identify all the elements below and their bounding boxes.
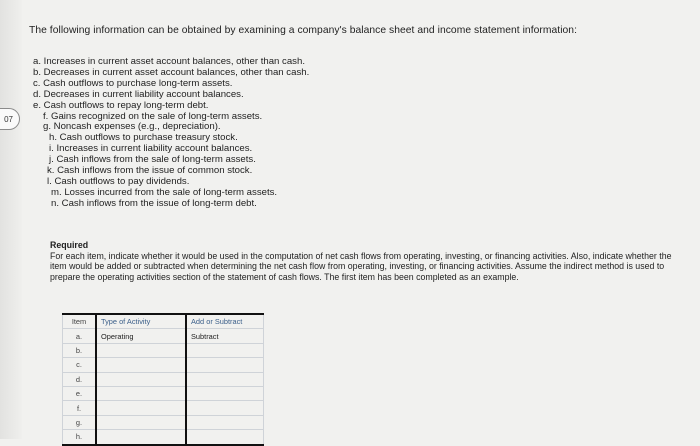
add-or-subtract-cell[interactable] bbox=[186, 401, 264, 415]
table-row bbox=[63, 343, 264, 357]
table-row bbox=[63, 358, 264, 372]
add-or-subtract-cell[interactable] bbox=[186, 415, 264, 429]
type-of-activity-cell[interactable] bbox=[96, 343, 186, 357]
information-list bbox=[33, 57, 393, 210]
add-or-subtract-cell[interactable] bbox=[186, 430, 264, 445]
item-cell: c. bbox=[63, 358, 97, 372]
intro-text: The following information can be obtained by examining a company's balance sheet and income statement information: bbox=[29, 25, 577, 36]
answer-table-container bbox=[62, 313, 264, 446]
column-header-type-of-activity: Type of Activity bbox=[96, 314, 186, 329]
list-item: e. Cash outflows to repay long-term debt. bbox=[33, 99, 209, 111]
table-row bbox=[63, 415, 264, 429]
list-item: f. Gains recognized on the sale of long-term assets. bbox=[43, 110, 263, 122]
table-row bbox=[63, 372, 264, 386]
page-edge bbox=[0, 0, 22, 439]
item-cell: d. bbox=[63, 372, 97, 386]
item-cell: b. bbox=[63, 343, 97, 357]
table-row bbox=[63, 401, 264, 415]
table-row bbox=[63, 430, 264, 445]
table-row bbox=[63, 386, 264, 400]
answer-table bbox=[62, 313, 264, 446]
type-of-activity-cell[interactable] bbox=[96, 372, 186, 386]
type-of-activity-cell[interactable] bbox=[96, 401, 186, 415]
list-item: g. Noncash expenses (e.g., depreciation). bbox=[43, 121, 221, 133]
column-header-item: Item bbox=[63, 314, 97, 329]
type-of-activity-cell[interactable]: Operating bbox=[96, 329, 186, 343]
list-item: d. Decreases in current liability account balances. bbox=[33, 88, 244, 100]
table-header-row bbox=[63, 314, 264, 329]
table-row bbox=[63, 329, 264, 343]
add-or-subtract-cell[interactable] bbox=[186, 358, 264, 372]
item-cell: h. bbox=[63, 430, 97, 445]
column-header-add-or-subtract: Add or Subtract bbox=[186, 314, 264, 329]
list-item: k. Cash inflows from the issue of common stock. bbox=[47, 165, 253, 177]
add-or-subtract-cell[interactable] bbox=[186, 372, 264, 386]
list-item: i. Increases in current liability account balances. bbox=[49, 143, 253, 155]
list-item: l. Cash outflows to pay dividends. bbox=[47, 175, 190, 187]
item-cell: f. bbox=[63, 401, 97, 415]
list-item: b. Decreases in current asset account balances, other than cash. bbox=[33, 66, 310, 78]
list-item: c. Cash outflows to purchase long-term assets. bbox=[33, 77, 233, 89]
item-cell: a. bbox=[63, 329, 97, 343]
list-item: j. Cash inflows from the sale of long-term assets. bbox=[49, 154, 256, 166]
type-of-activity-cell[interactable] bbox=[96, 430, 186, 445]
list-item: h. Cash outflows to purchase treasury stock. bbox=[49, 132, 238, 144]
required-instructions: For each item, indicate whether it would be used in the computation of net cash flows from operating, investing, or financing activities. Also, indicate whether the item would be added or subtracted when determining the net cash flow from operating, investing, or financing activities. Assume the indirect method is used to prepare the operating activities section of the statement of cash flows. The first item has been completed as an example. bbox=[50, 250, 672, 282]
type-of-activity-cell[interactable] bbox=[96, 386, 186, 400]
add-or-subtract-cell[interactable] bbox=[186, 386, 264, 400]
required-section bbox=[50, 240, 680, 282]
required-heading: Required bbox=[50, 240, 89, 250]
add-or-subtract-cell[interactable]: Subtract bbox=[186, 329, 264, 343]
list-item: a. Increases in current asset account balances, other than cash. bbox=[33, 56, 305, 67]
list-item: m. Losses incurred from the sale of long-term assets. bbox=[51, 186, 278, 198]
type-of-activity-cell[interactable] bbox=[96, 358, 186, 372]
item-cell: e. bbox=[63, 386, 97, 400]
list-item: n. Cash inflows from the issue of long-term debt. bbox=[51, 197, 257, 209]
item-cell: g. bbox=[63, 415, 97, 429]
page-number-badge: 07 bbox=[0, 108, 20, 130]
type-of-activity-cell[interactable] bbox=[96, 415, 186, 429]
add-or-subtract-cell[interactable] bbox=[186, 343, 264, 357]
